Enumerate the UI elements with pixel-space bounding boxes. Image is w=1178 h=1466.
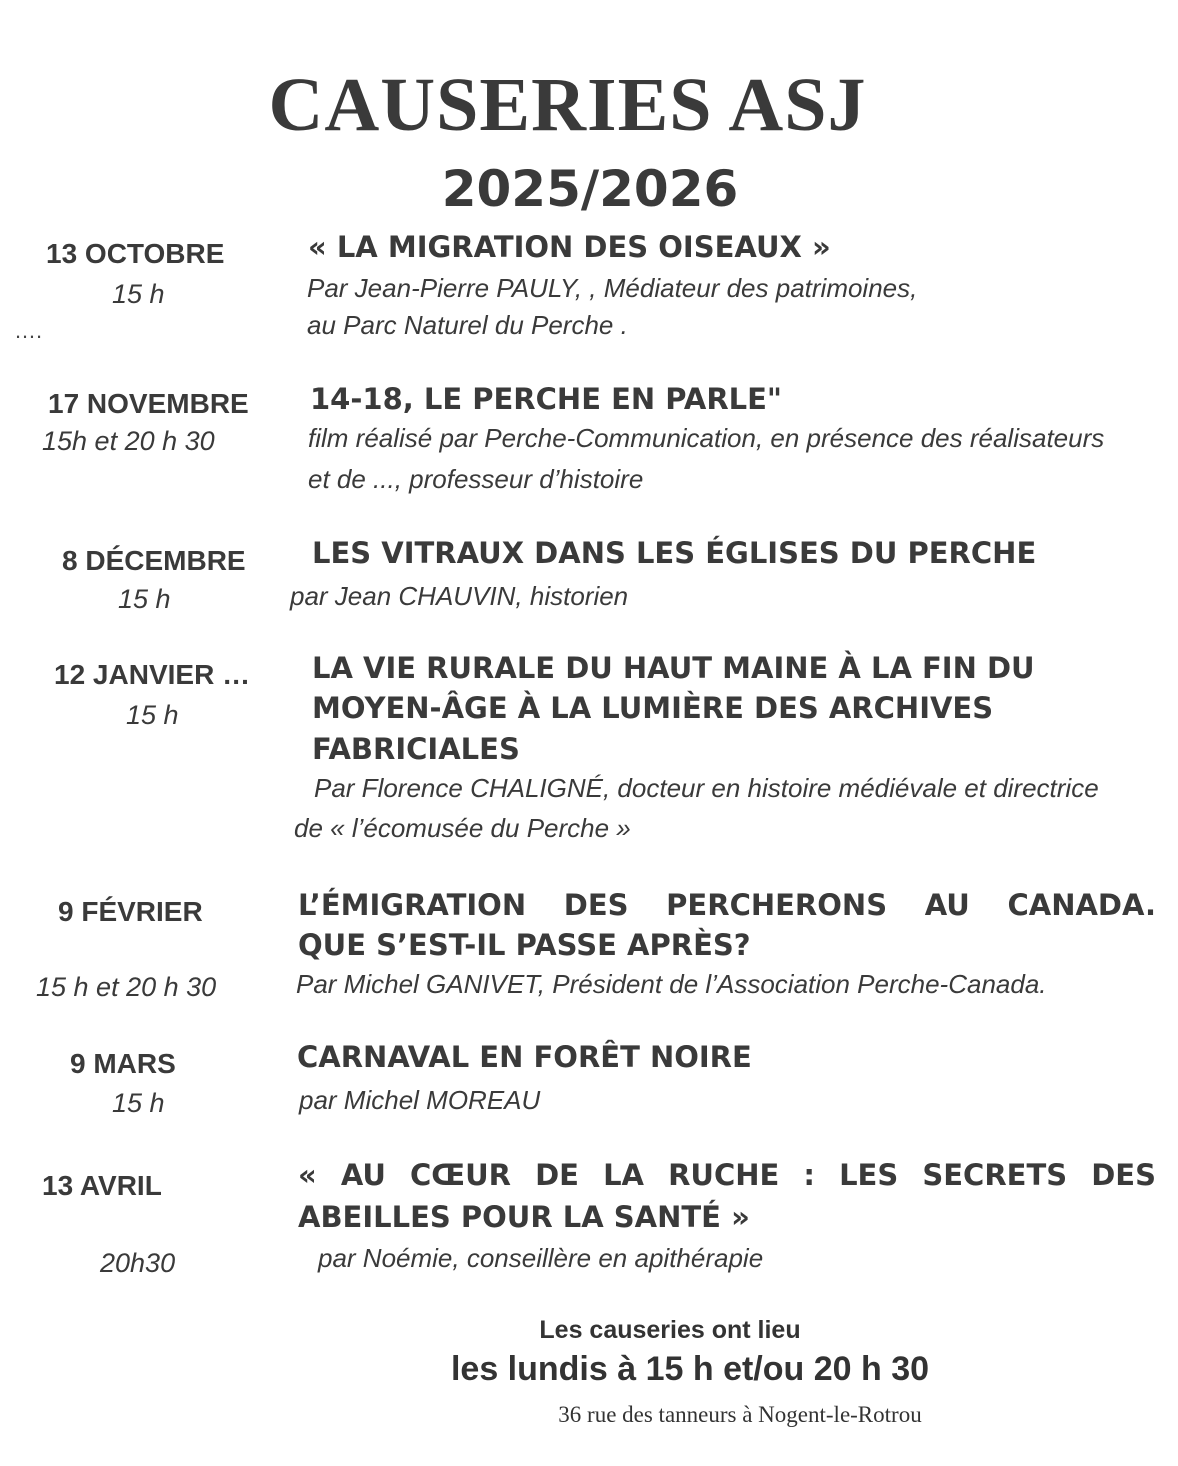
event-date: 12 JANVIER … [54,659,251,690]
event-title-line: FABRICIALES [312,732,520,766]
footer-schedule: les lundis à 15 h et/ou 20 h 30 [450,1350,930,1388]
event-speaker: Par Florence CHALIGNÉ, docteur en histoire médiévale et directrice [314,773,1099,803]
event-date: 8 DÉCEMBRE [62,545,246,576]
event-time: 20h30 [100,1248,176,1278]
page-title: CAUSERIES ASJ [268,63,867,147]
footer-address: 36 rue des tanneurs à Nogent-le-Rotrou [558,1402,922,1427]
event-date: 9 FÉVRIER [58,896,203,927]
event-speaker: par Noémie, conseillère en apithérapie [318,1243,764,1273]
event-title: L’ÉMIGRATION DES PERCHERONS AU CANADA. [298,888,1156,922]
event-title-line: MOYEN-ÂGE À LA LUMIÈRE DES ARCHIVES [312,691,994,725]
event-speaker: Par Jean-Pierre PAULY, , Médiateur des patrimoines, [307,273,918,303]
event-time: 15 h [112,1088,165,1118]
event-time: 15h et 20 h 30 [42,426,215,456]
season-year: 2025/2026 [441,160,739,218]
event-title-line: ABEILLES POUR LA SANTÉ » [298,1200,750,1234]
event-date: 13 OCTOBRE [46,238,225,269]
event-time: 15 h [118,584,171,614]
event-speaker: par Jean CHAUVIN, historien [290,581,629,611]
event-speaker-detail: et de ..., professeur d’histoire [308,464,644,494]
event-time: 15 h et 20 h 30 [36,972,217,1002]
event-title: LES VITRAUX DANS LES ÉGLISES DU PERCHE [312,536,1037,570]
event-title-line: QUE S’EST-IL PASSE APRÈS? [298,928,751,962]
event-speaker: film réalisé par Perche-Communication, en présence des réalisateurs [308,423,1105,453]
event-speaker-detail: de « l’écomusée du Perche » [294,813,631,843]
event-date: 17 NOVEMBRE [48,388,249,419]
event-speaker-detail: au Parc Naturel du Perche . [307,310,628,340]
event-title: « AU CŒUR DE LA RUCHE : LES SECRETS DES [298,1158,1156,1192]
event-title: 14-18, LE PERCHE EN PARLE" [310,382,783,416]
event-time: 15 h [112,279,165,309]
event-date: 9 MARS [70,1048,176,1079]
margin-mark: …. [14,318,43,343]
event-title: LA VIE RURALE DU HAUT MAINE À LA FIN DU [312,651,1035,685]
event-speaker: Par Michel GANIVET, Président de l’Association Perche-Canada. [296,969,1047,999]
event-speaker: par Michel MOREAU [299,1085,541,1115]
event-title: CARNAVAL EN FORÊT NOIRE [297,1040,752,1074]
event-time: 15 h [126,700,179,730]
event-title: « LA MIGRATION DES OISEAUX » [308,230,831,264]
event-date: 13 AVRIL [42,1170,162,1201]
footer-note: Les causeries ont lieu [539,1316,801,1344]
